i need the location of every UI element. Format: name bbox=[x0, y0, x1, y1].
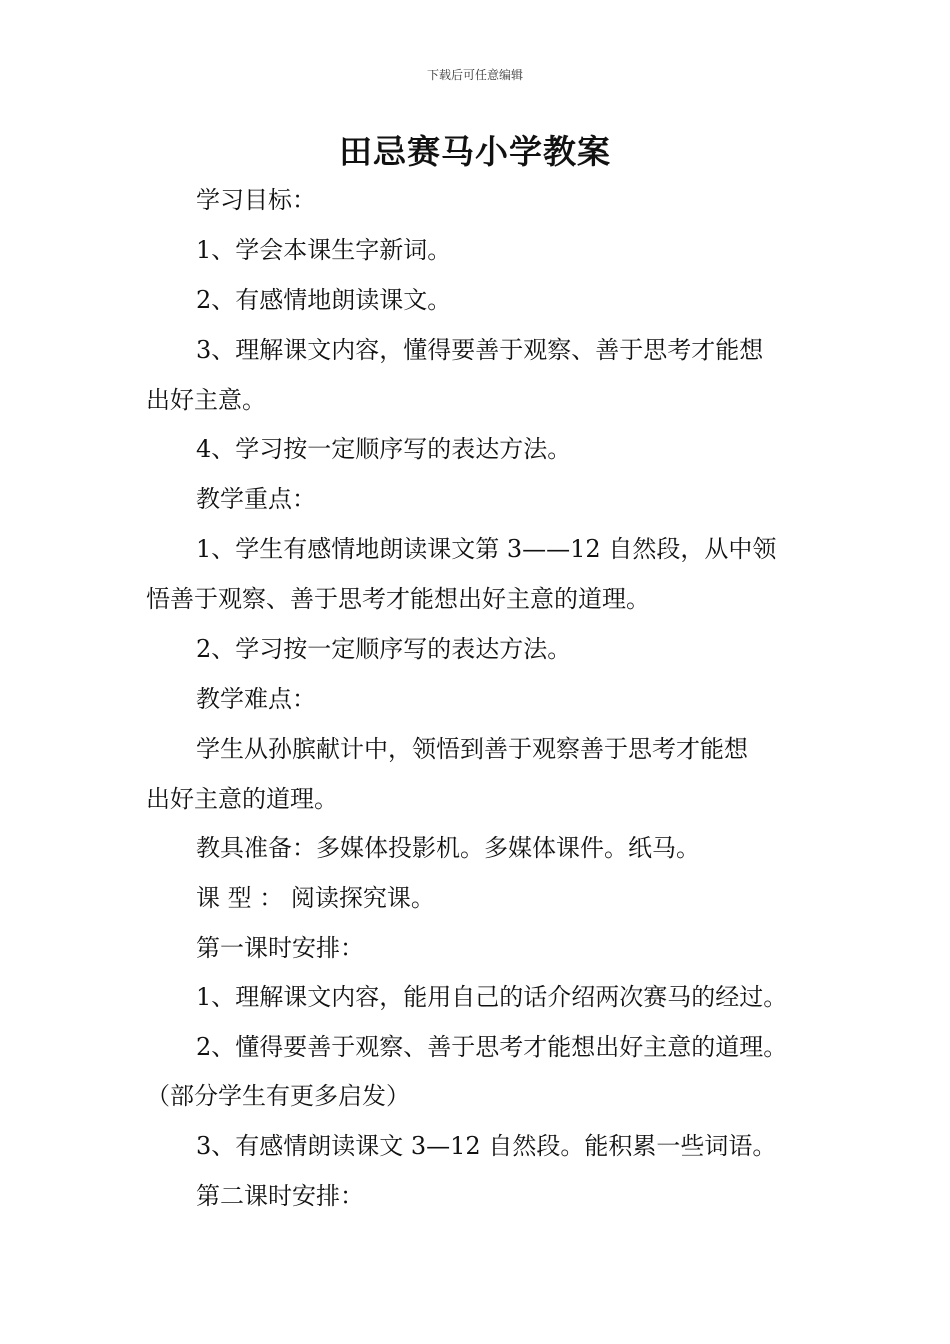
teaching-aids: 教具准备：多媒体投影机。多媒体课件。纸马。 bbox=[196, 834, 700, 862]
header-note: 下载后可任意编辑 bbox=[426, 68, 523, 82]
section-heading-key-points: 教学重点： bbox=[196, 485, 316, 513]
difficulty-text: 学生从孙膑献计中，领悟到善于观察善于思考才能想 bbox=[196, 735, 748, 763]
first-lesson-item-2-continued: （部分学生有更多启发） bbox=[146, 1082, 410, 1110]
section-heading-first-lesson: 第一课时安排： bbox=[196, 934, 364, 962]
key-point-2: 2、学习按一定顺序写的表达方法。 bbox=[196, 635, 572, 663]
goal-item-3: 3、理解课文内容，懂得要善于观察、善于思考才能想 bbox=[196, 336, 764, 364]
key-point-1: 1、学生有感情地朗读课文第 3——12 自然段，从中领 bbox=[196, 535, 777, 563]
document-title: 田忌赛马小学教案 bbox=[339, 132, 611, 171]
section-heading-second-lesson: 第二课时安排： bbox=[196, 1182, 364, 1210]
lesson-type: 课 型 ： 阅读探究课。 bbox=[196, 884, 435, 912]
key-point-1-continued: 悟善于观察、善于思考才能想出好主意的道理。 bbox=[146, 585, 650, 613]
difficulty-text-continued: 出好主意的道理。 bbox=[146, 785, 338, 813]
section-heading-difficulties: 教学难点： bbox=[196, 685, 316, 713]
section-heading-learning-goals: 学习目标： bbox=[196, 186, 316, 214]
first-lesson-item-2: 2、懂得要善于观察、善于思考才能想出好主意的道理。 bbox=[196, 1033, 788, 1061]
goal-item-4: 4、学习按一定顺序写的表达方法。 bbox=[196, 435, 572, 463]
goal-item-1: 1、学会本课生字新词。 bbox=[196, 236, 452, 264]
first-lesson-item-3: 3、有感情朗读课文 3—12 自然段。能积累一些词语。 bbox=[196, 1132, 777, 1160]
first-lesson-item-1: 1、理解课文内容，能用自己的话介绍两次赛马的经过。 bbox=[196, 983, 788, 1011]
goal-item-2: 2、有感情地朗读课文。 bbox=[196, 286, 452, 314]
goal-item-3-continued: 出好主意。 bbox=[146, 386, 266, 414]
